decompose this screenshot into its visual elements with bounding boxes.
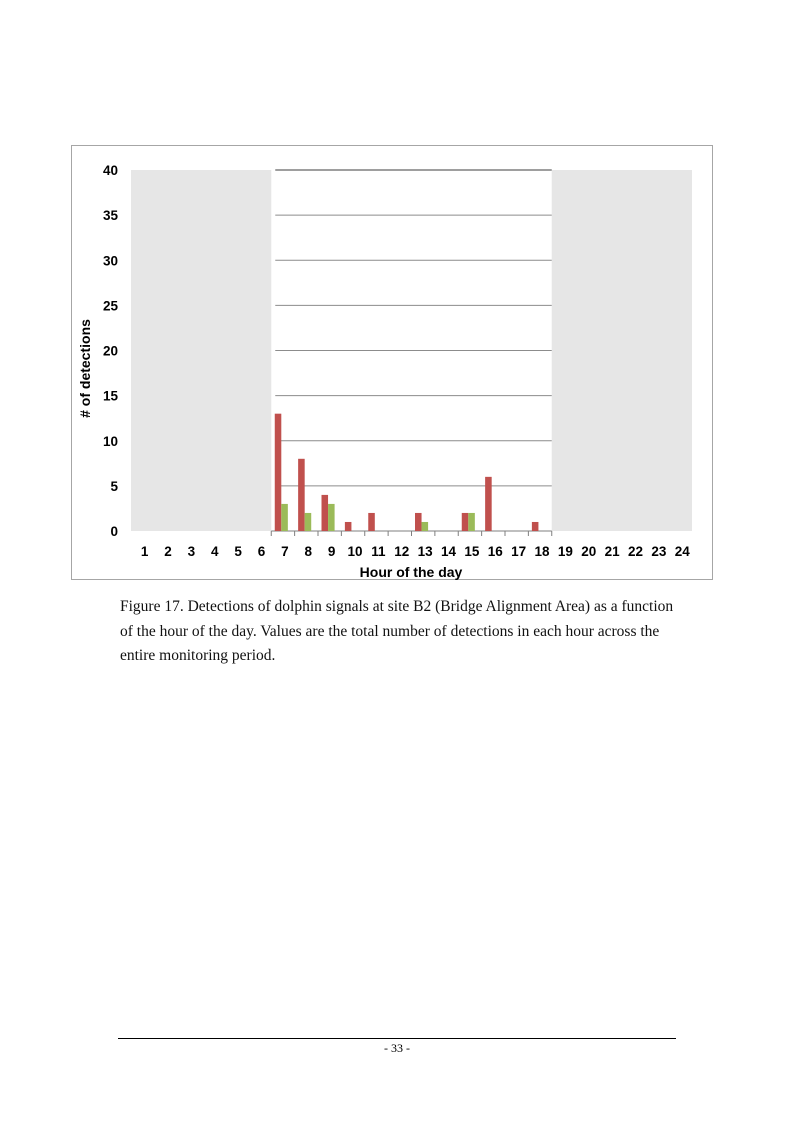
y-tick-label-40: 40: [102, 163, 118, 178]
x-tick-label-16: 16: [487, 544, 503, 559]
y-tick-label-20: 20: [102, 343, 118, 359]
y-tick-label-10: 10: [102, 433, 118, 449]
bar-series1-hour-9: [322, 495, 329, 531]
x-tick-label-19: 19: [557, 544, 573, 559]
x-tick-label-12: 12: [394, 544, 410, 559]
x-tick-label-9: 9: [327, 544, 336, 559]
x-tick-label-7: 7: [281, 544, 289, 559]
bar-series1-hour-15: [462, 513, 469, 531]
x-tick-label-13: 13: [417, 544, 433, 559]
x-tick-label-23: 23: [651, 544, 667, 559]
chart-frame: [71, 145, 713, 580]
y-axis-title: # of detections: [77, 319, 93, 418]
page-number: - 33 -: [384, 1041, 410, 1055]
x-tick-label-21: 21: [604, 544, 620, 559]
bar-series1-hour-8: [298, 459, 305, 531]
x-tick-label-1: 1: [140, 544, 149, 559]
y-tick-label-25: 25: [102, 298, 118, 314]
footer-rule: [118, 1038, 676, 1039]
y-tick-label-0: 0: [110, 524, 118, 539]
bar-series1-hour-18: [532, 522, 539, 531]
x-tick-label-24: 24: [674, 544, 690, 559]
x-tick-label-14: 14: [441, 544, 457, 559]
x-tick-label-6: 6: [257, 544, 266, 559]
bar-series2-hour-8: [305, 513, 312, 531]
y-tick-label-15: 15: [102, 388, 118, 404]
bar-series2-hour-15: [468, 513, 475, 531]
x-tick-label-10: 10: [347, 544, 363, 559]
x-tick-label-11: 11: [371, 544, 386, 559]
x-tick-label-2: 2: [164, 544, 172, 559]
bar-series2-hour-9: [328, 504, 335, 531]
bar-series1-hour-10: [345, 522, 352, 531]
bar-series2-hour-7: [281, 504, 288, 531]
bar-series1-hour-16: [485, 477, 492, 531]
x-tick-label-22: 22: [628, 544, 644, 559]
x-tick-label-5: 5: [234, 544, 242, 559]
y-tick-label-30: 30: [102, 253, 118, 269]
y-tick-label-5: 5: [110, 478, 118, 494]
x-axis-title: Hour of the day: [359, 564, 463, 580]
night-shade-region-1: [552, 170, 692, 531]
bar-series1-hour-11: [368, 513, 375, 531]
x-tick-label-4: 4: [211, 544, 219, 559]
x-tick-label-18: 18: [534, 544, 550, 559]
bar-series1-hour-13: [415, 513, 422, 531]
detections-bar-chart: [72, 146, 714, 581]
x-tick-label-3: 3: [187, 544, 196, 559]
bar-series2-hour-13: [422, 522, 429, 531]
y-tick-label-35: 35: [102, 208, 118, 224]
x-tick-label-15: 15: [464, 544, 480, 559]
bar-series1-hour-7: [275, 414, 282, 531]
figure-caption: Figure 17. Detections of dolphin signals at site B2 (Bridge Alignment Area) as a function of the hour of the day. Values are the total number of detections in each hour across the entire monitoring period.: [120, 598, 674, 664]
x-tick-label-17: 17: [511, 544, 527, 559]
x-tick-label-8: 8: [304, 544, 313, 559]
night-shade-region-0: [131, 170, 271, 531]
x-tick-label-20: 20: [581, 544, 597, 559]
